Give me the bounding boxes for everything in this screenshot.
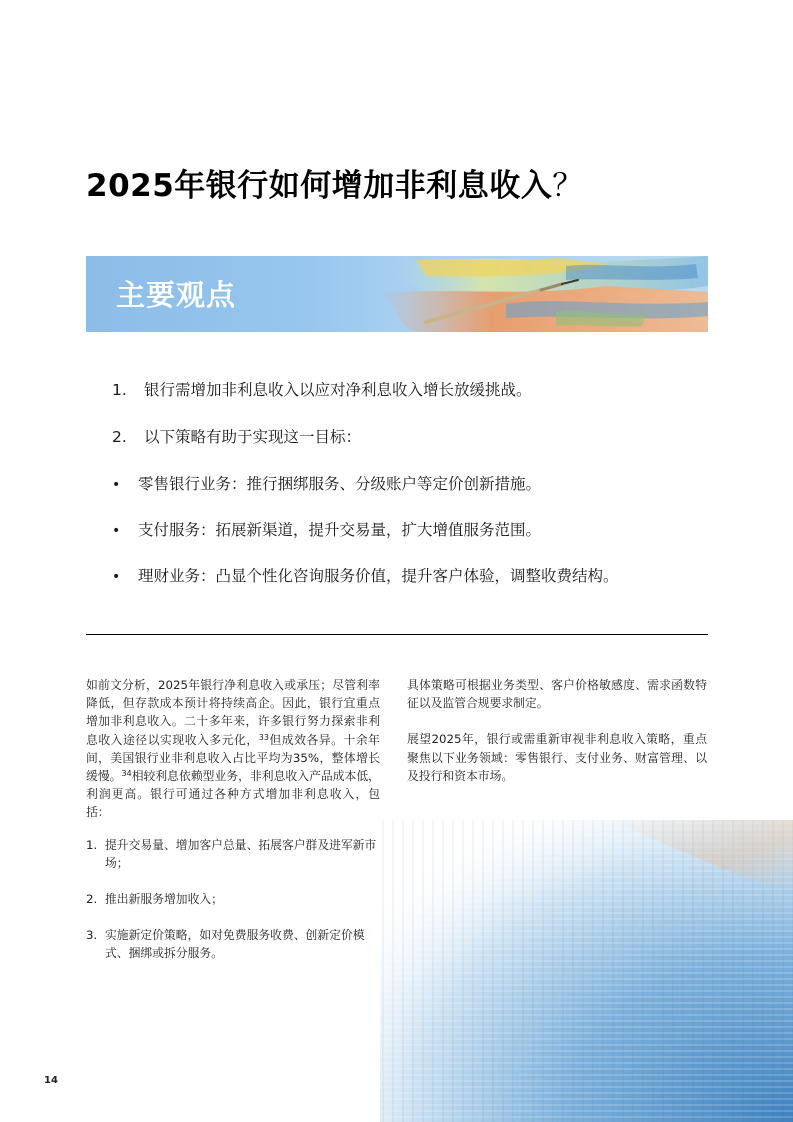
bullet-dot: • xyxy=(112,477,121,493)
list-number: 1. xyxy=(86,837,98,852)
footnote-ref-33[interactable]: 33 xyxy=(258,732,269,742)
intro-paragraph xyxy=(86,676,380,822)
intro-text-part: 相较利息依赖型业务，非利息收入产品成本低，利润更高。银行可通过各种方式增加非利息收入，包括： xyxy=(86,769,380,820)
bullet-dot: • xyxy=(112,569,121,585)
footnote-ref-34[interactable]: 34 xyxy=(121,769,132,779)
page-title-text: 2025年银行如何增加非利息收入 xyxy=(86,168,553,204)
list-number: 2. xyxy=(86,892,98,907)
bullet-item xyxy=(82,472,541,494)
key-point-number: 1. xyxy=(112,381,127,399)
bullet-item xyxy=(82,518,541,540)
key-point-text: 银行需增加非利息收入以应对净利息收入增长放缓挑战。 xyxy=(144,381,532,399)
strategy-paragraph: 具体策略可根据业务类型、客户价格敏感度、需求函数特征以及监管合规要求制定。 xyxy=(407,678,707,711)
bullet-dot: • xyxy=(112,523,121,539)
bullet-text: 理财业务：凸显个性化咨询服务价值，提升客户体验，调整收费结构。 xyxy=(138,567,619,585)
body-left-column xyxy=(86,676,380,981)
key-point-text: 以下策略有助于实现这一目标： xyxy=(144,428,362,446)
list-text: 实施新定价策略，如对免费服务收费、创新定价模式、捆绑或拆分服务。 xyxy=(105,928,365,961)
key-point-item xyxy=(112,378,532,400)
decorative-texture-image xyxy=(380,820,793,1122)
banner-title: 主要观点 xyxy=(116,278,237,312)
list-number: 3. xyxy=(86,928,98,943)
body-right-column xyxy=(407,676,707,785)
page-title xyxy=(86,160,726,205)
intro-text-part: 但成效各异。十余年间，美国银行业非利息收入占比平均为35%，整体增长缓慢。 xyxy=(86,732,380,784)
bullet-text: 支付服务：拓展新渠道，提升交易量，扩大增值服务范围。 xyxy=(138,521,542,539)
key-points-banner xyxy=(86,256,708,332)
page-title-qmark: ？ xyxy=(552,168,584,204)
list-text: 推出新服务增加收入； xyxy=(105,892,223,907)
methods-list-item xyxy=(86,836,380,872)
methods-list-item xyxy=(86,926,380,962)
intro-text-part: 如前文分析，2025年银行净利息收入或承压；尽管利率降低，但存款成本预计将持续高企。因此，银行宜重点增加非利息收入。二十多年来，许多银行努力探索非利息收入途径以实现收入多元化， xyxy=(86,678,380,747)
methods-list-item xyxy=(86,890,380,908)
page-number: 14 xyxy=(44,1075,58,1086)
section-divider xyxy=(86,634,708,635)
bullet-text: 零售银行业务：推行捆绑服务、分级账户等定价创新措施。 xyxy=(138,475,542,493)
methods-list xyxy=(86,836,380,963)
key-point-item xyxy=(112,425,361,447)
list-text: 提升交易量、增加客户总量、拓展客户群及进军新市场； xyxy=(105,837,377,870)
bullet-item xyxy=(82,564,619,586)
key-point-number: 2. xyxy=(112,428,127,446)
outlook-paragraph: 展望2025年，银行或需重新审视非利息收入策略，重点聚焦以下业务领域：零售银行、支付业务、财富管理、以及投行和资本市场。 xyxy=(407,732,707,783)
